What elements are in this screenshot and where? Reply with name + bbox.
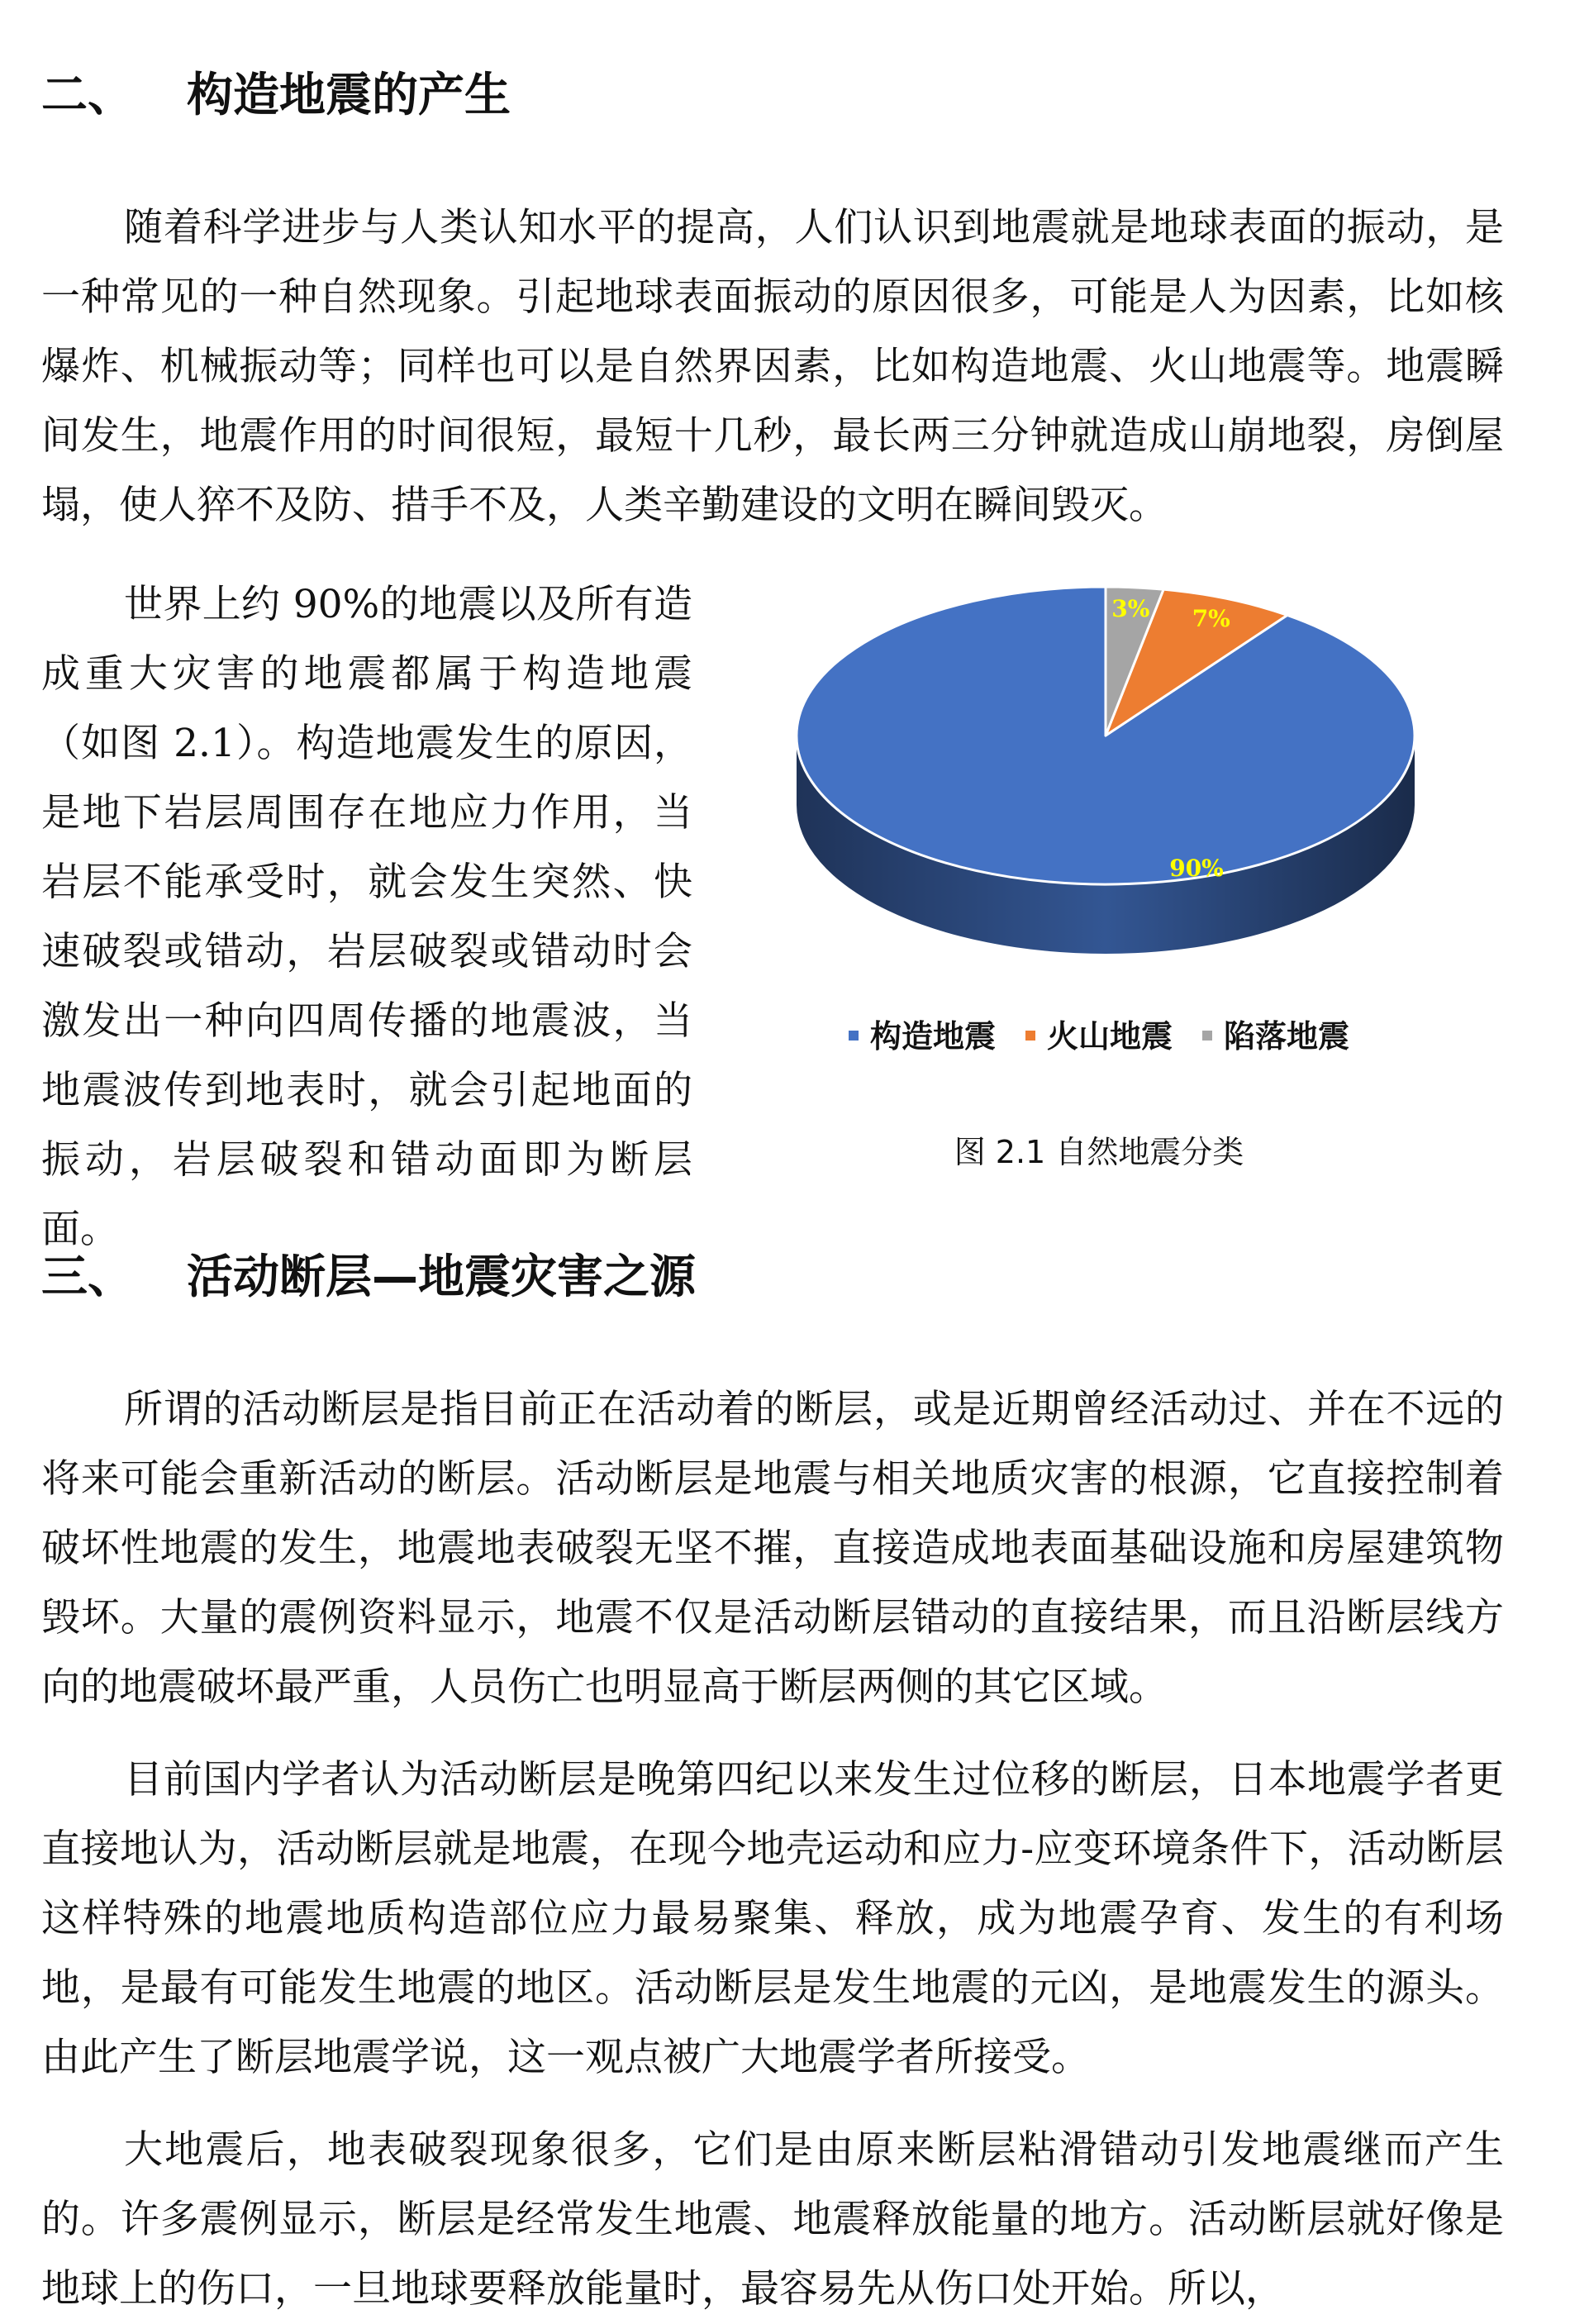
- chart-legend: [760, 1013, 1438, 1060]
- figure: [760, 570, 1438, 1198]
- legend-swatch: [849, 1031, 859, 1041]
- pie-data-label: 90%: [1169, 855, 1224, 882]
- section-title: 构造地震的产生: [187, 69, 511, 122]
- legend-label: 火山地震: [1046, 1018, 1173, 1055]
- paragraph: 目前国内学者认为活动断层是晚第四纪以来发生过位移的断层，日本地震学者更直接地认为，活动断层就是地震，在现今地壳运动和应力-应变环境条件下，活动断层这样特殊的地震地质构造部位应力最易聚集、释放，成为地震孕育、发生的有利场地，是最有可能发生地震的地区。活动断层是发生地震的元凶，是地震发生的源头。由此产生了断层地震学说，这一观点被广大地震学者所接受。: [41, 1757, 1504, 2080]
- pie-data-label: 7%: [1192, 604, 1230, 632]
- pie-data-label: 3%: [1111, 594, 1150, 622]
- section-title: 活动断层—地震灾害之源: [187, 1250, 696, 1304]
- figure-caption: 图 2.1 自然地震分类: [954, 1134, 1244, 1170]
- paragraph: 大地震后，地表破裂现象很多，它们是由原来断层粘滑错动引发地震继而产生的。许多震例显示，断层是经常发生地震、地震释放能量的地方。活动断层就好像是地球上的伤口，一旦地球要释放能量时，最容易先从伤口处开始。所以，: [41, 2127, 1504, 2312]
- section-heading: [41, 1248, 696, 1307]
- legend-item: [1202, 1013, 1349, 1060]
- legend-swatch: [1202, 1031, 1212, 1041]
- legend-item: [849, 1013, 996, 1060]
- legend-item: [1025, 1013, 1173, 1060]
- paragraph: 随着科学进步与人类认知水平的提高，人们认识到地震就是地球表面的振动，是一种常见的一种自然现象。引起地球表面振动的原因很多，可能是人为因素，比如核爆炸、机械振动等；同样也可以是自然界因素，比如构造地震、火山地震等。地震瞬间发生，地震作用的时间很短，最短十几秒，最长两三分钟就造成山崩地裂，房倒屋塌，使人猝不及防、措手不及，人类辛勤建设的文明在瞬间毁灭。: [41, 205, 1504, 528]
- section-number: 三、: [41, 1250, 134, 1304]
- paragraph: 所谓的活动断层是指目前正在活动着的断层，或是近期曾经活动过、并在不远的将来可能会重新活动的断层。活动断层是地震与相关地质灾害的根源，它直接控制着破坏性地震的发生，地震地表破裂无坚不摧，直接造成地表面基础设施和房屋建筑物毁坏。大量的震例资料显示，地震不仅是活动断层错动的直接结果，而且沿断层线方向的地震破坏最严重，人员伤亡也明显高于断层两侧的其它区域。: [41, 1387, 1504, 1710]
- legend-swatch: [1025, 1031, 1035, 1041]
- legend-label: 构造地震: [869, 1018, 996, 1055]
- section-number: 二、: [41, 69, 134, 122]
- paragraph: 世界上约 90%的地震以及所有造成重大灾害的地震都属于构造地震（如图 2.1）。构造地震发生的原因，是地下岩层周围存在地应力作用，当岩层不能承受时，就会发生突然、快速破裂或错动，岩层破裂或错动时会激发出一种向四周传播的地震波，当地震波传到地表时，就会引起地面的振动，岩层破裂和错动面即为断层面。: [41, 582, 692, 1252]
- legend-label: 陷落地震: [1224, 1018, 1350, 1055]
- section-heading: [41, 66, 511, 126]
- pie-chart: [760, 570, 1438, 983]
